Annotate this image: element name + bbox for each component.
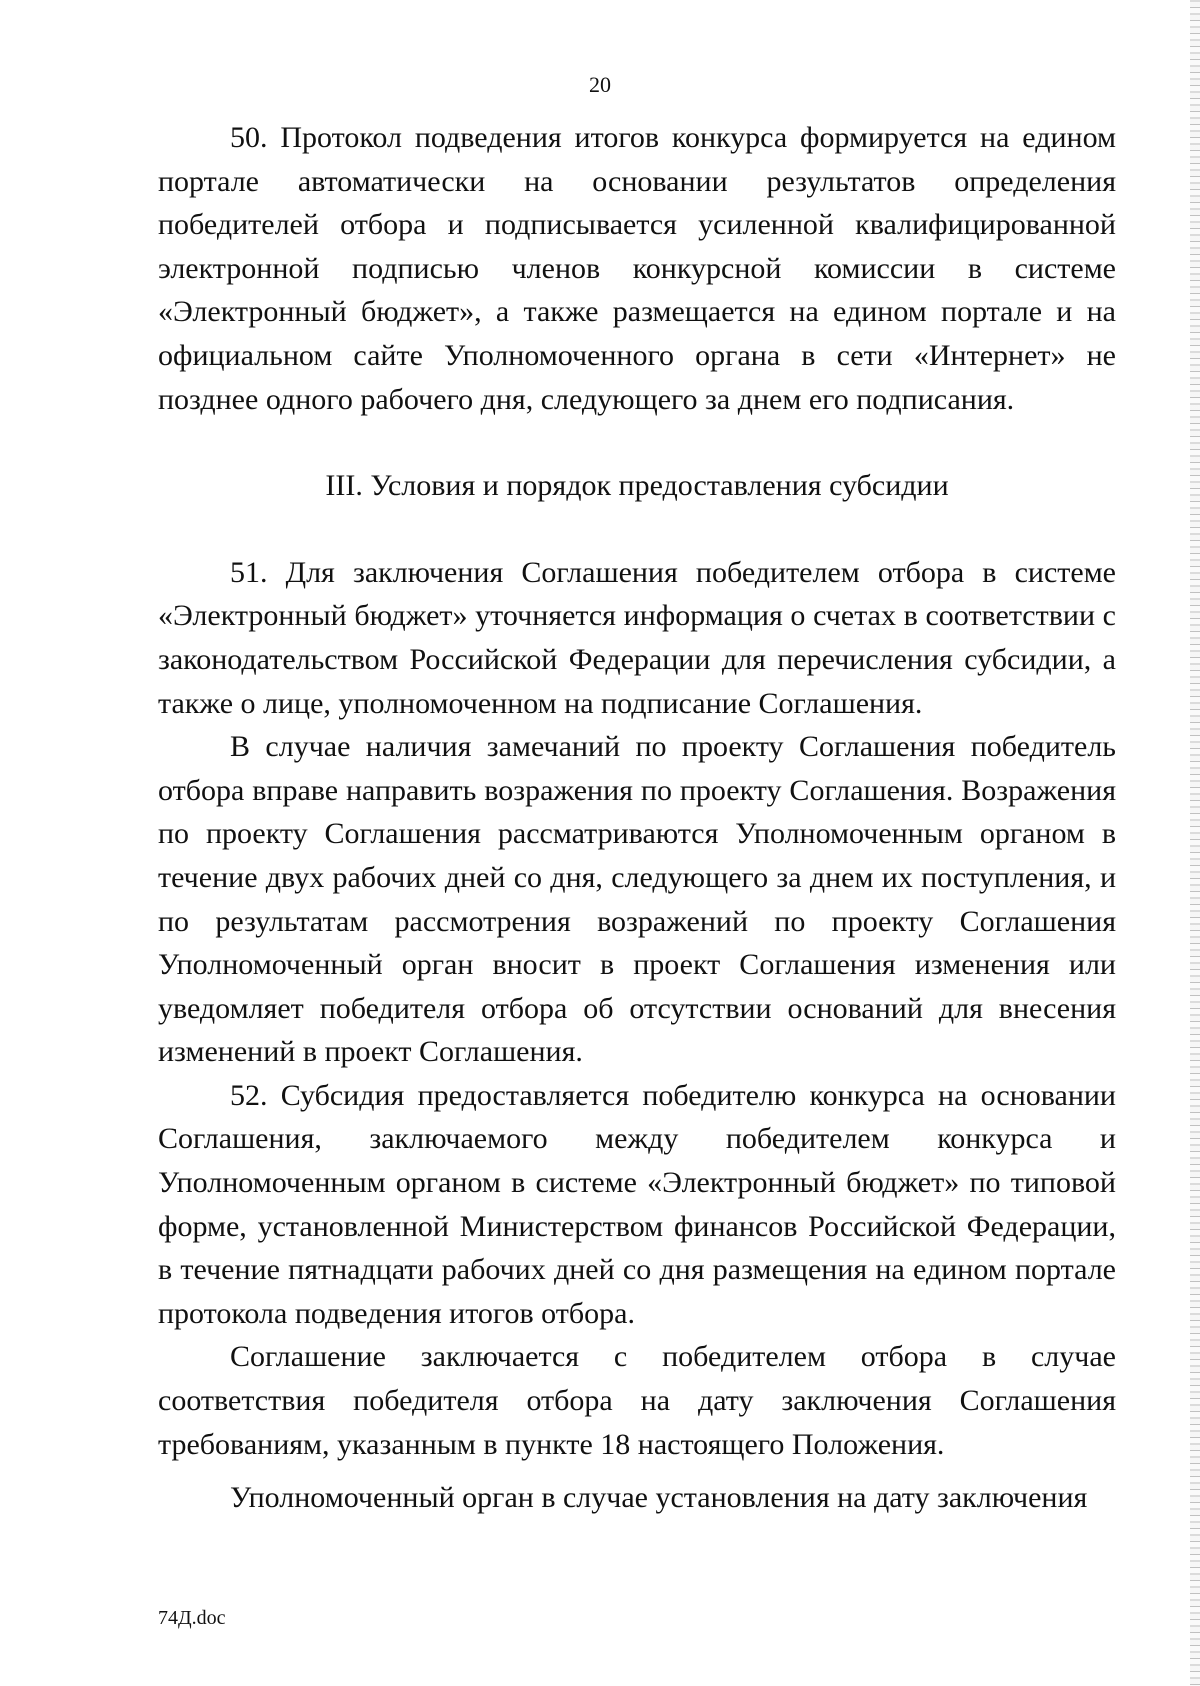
paragraph-50: 50. Протокол подведения итогов конкурса формируется на едином портале автоматически на основании результатов определения победителей отбора и подписывается усиленной квалифицированной электронной подписью членов конкурсной комиссии в системе «Электронный бюджет», а также размещается на едином портале и на официальном сайте Уполномоченного органа в сети «Интернет» не позднее одного рабочего дня, следующего за днем его подписания. xyxy=(158,121,1116,416)
document-body xyxy=(158,116,1116,1520)
paragraph-51-objections: В случае наличия замечаний по проекту Соглашения победитель отбора вправе направить возражения по проекту Соглашения. Возражения по проекту Соглашения рассматриваются Уполномоченным органом в течение двух рабочих дней со дня, следующего за днем их поступления, и по результатам рассмотрения возражений по проекту Соглашения Уполномоченный орган вносит в проект Соглашения изменения или уведомляет победителя отбора об отсутствии оснований для внесения изменений в проект Соглашения. xyxy=(158,730,1116,1069)
scan-edge-artifact xyxy=(1190,0,1200,1686)
paragraph-52-agreement: Соглашение заключается с победителем отбора в случае соответствия победителя отбора на дату заключения Соглашения требованиям, указанным в пункте 18 настоящего Положения. xyxy=(158,1340,1116,1461)
paragraph-52-authority: Уполномоченный орган в случае установления на дату заключения xyxy=(230,1481,1088,1515)
section-heading: III. Условия и порядок предоставления субсидии xyxy=(325,469,949,503)
paragraph-52: 52. Субсидия предоставляется победителю конкурса на основании Соглашения, заключаемого между победителем конкурса и Уполномоченным органом в системе «Электронный бюджет» по типовой форме, установленной Министерством финансов Российской Федерации, в течение пятнадцати рабочих дней со дня размещения на едином портале протокола подведения итогов отбора. xyxy=(158,1078,1116,1330)
paragraph-51: 51. Для заключения Соглашения победителем отбора в системе «Электронный бюджет» уточняется информация о счетах в соответствии с законодательством Российской Федерации для перечисления субсидии, а также о лице, уполномоченном на подписание Соглашения. xyxy=(158,555,1116,720)
page-number: 20 xyxy=(589,72,611,97)
footer-filename: 74Д.doc xyxy=(158,1607,226,1629)
